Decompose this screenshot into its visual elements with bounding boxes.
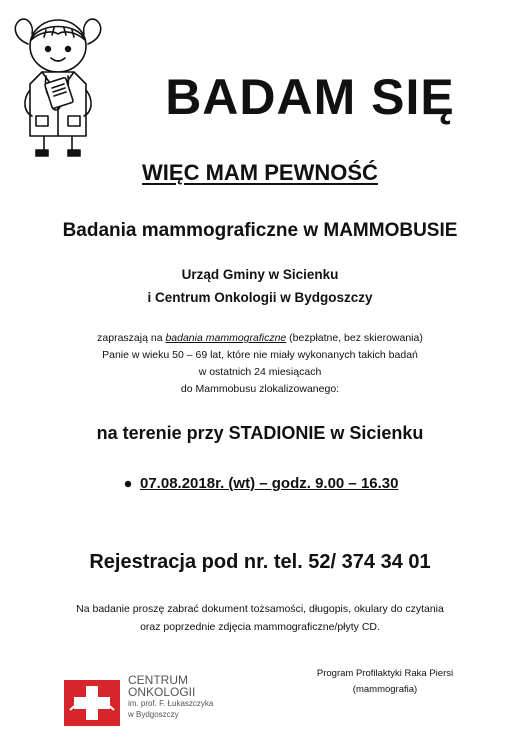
organizer-line-1: Urząd Gminy w Sicienku <box>181 267 339 282</box>
info-line-2: Panie w wieku 50 – 69 lat, które nie miały wykonanych takich badań <box>102 349 418 361</box>
subtitle-text: WIĘC MAM PEWNOŚĆ <box>142 160 378 185</box>
date-text: 07.08.2018r. (wt) – godz. 9.00 – 16.30 <box>140 475 399 492</box>
date-list-item <box>124 474 398 494</box>
logo-line-4: w Bydgoszczy <box>128 710 179 719</box>
doctor-illustration-icon <box>8 4 108 165</box>
info-line-1-suffix: (bezpłatne, bez skierowania) <box>286 332 423 344</box>
info-line-3: w ostatnich 24 miesiącach <box>198 366 322 378</box>
centrum-onkologii-logo <box>64 672 264 732</box>
organizer-line-2: i Centrum Onkologii w Bydgoszczy <box>147 290 373 305</box>
registration-phone: Rejestracja pod nr. tel. 52/ 374 34 01 <box>89 551 431 573</box>
invitation-info <box>0 330 520 398</box>
medical-cross-logo-icon <box>64 680 120 731</box>
documents-note <box>0 600 520 636</box>
location: na terenie przy STADIONIE w Sicienku <box>96 423 424 443</box>
logo-text <box>128 674 213 720</box>
bullet-icon <box>124 474 140 494</box>
info-line-1 <box>0 330 520 347</box>
logo-line-3: im. prof. F. Łukaszczyka <box>128 699 214 708</box>
docs-line-2: oraz poprzednie zdjęcia mammograficzne/płyty CD. <box>140 621 380 633</box>
program-line-1: Program Profilaktyki Raka Piersi <box>316 668 454 679</box>
logo-line-2: ONKOLOGII <box>128 685 196 699</box>
organizers <box>0 263 520 309</box>
docs-line-1: Na badanie proszę zabrać dokument tożsamości, długopis, okulary do czytania <box>76 603 444 615</box>
info-line-4: do Mammobusu zlokalizowanego: <box>180 383 340 395</box>
logo-line-1: CENTRUM <box>128 673 188 687</box>
info-line-1-prefix: zapraszają na <box>97 332 166 344</box>
page-title: BADAM SIĘ <box>165 69 455 125</box>
info-line-1-link: badania mammograficzne <box>165 332 287 344</box>
headline: Badania mammograficzne w MAMMOBUSIE <box>62 220 458 241</box>
program-line-2: (mammografia) <box>352 684 418 695</box>
page-subtitle <box>0 158 520 188</box>
program-name <box>300 666 470 698</box>
